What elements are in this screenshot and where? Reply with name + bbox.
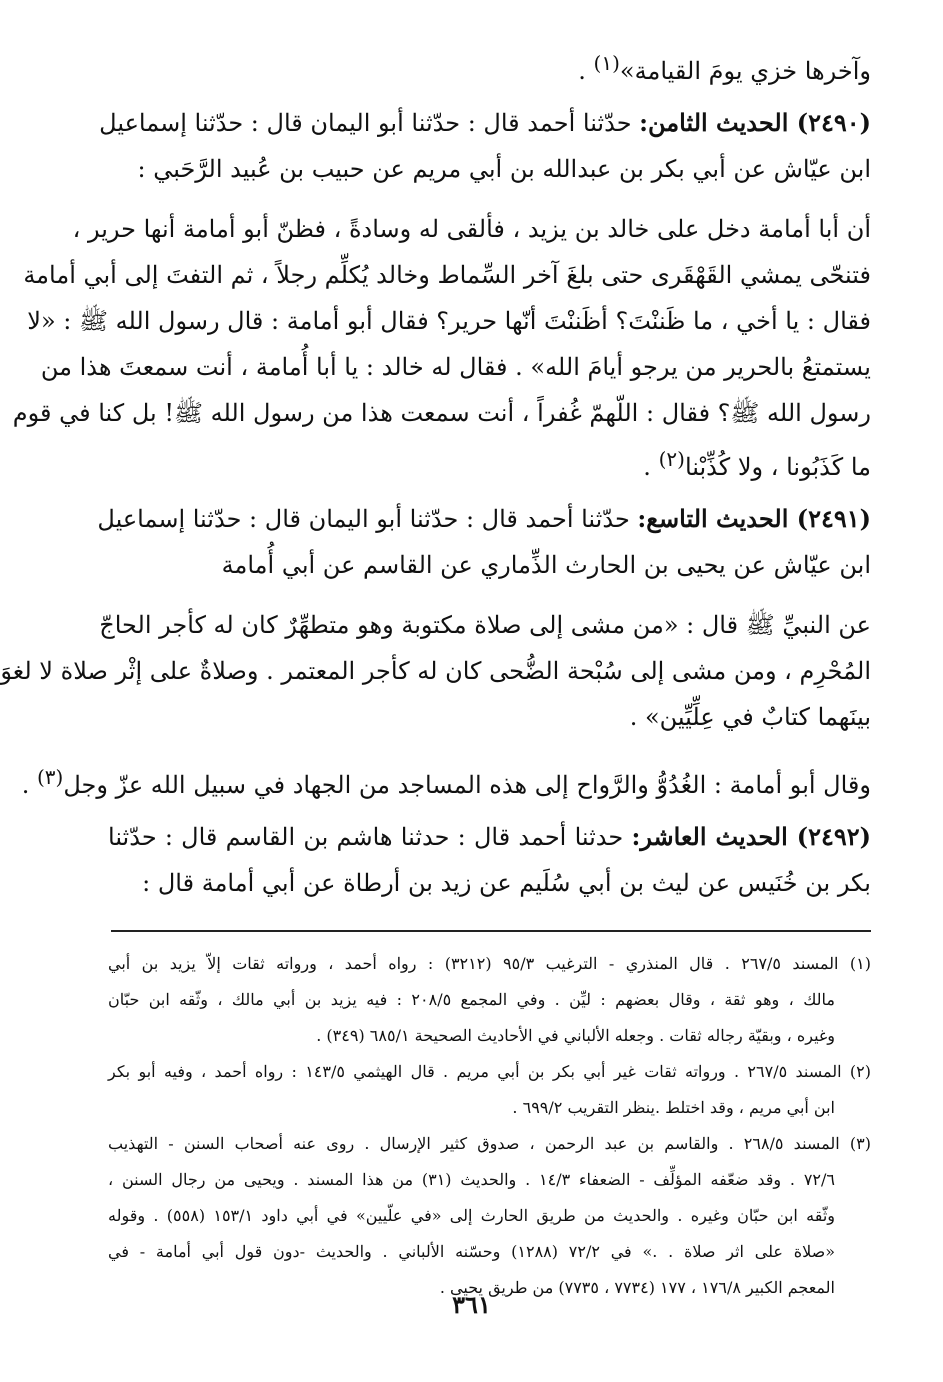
paragraph <box>108 814 871 906</box>
text-line: رسول الله ﷺ؟ فقال : اللّهمّ غُفراً ، أنت سمعت هذا من رسول الله ﷺ! بل كنا في قوم <box>12 399 871 427</box>
text-line: وآخرها خزي يومَ القيامة»$^{(١)}$ . <box>578 51 871 85</box>
paragraph <box>108 40 871 86</box>
text-line: ابن عيّاش عن أبي بكر بن عبدالله بن أبي مريم عن حبيب بن عُبيد الرَّحَبي : <box>137 155 871 183</box>
paragraph <box>0 602 871 740</box>
paragraph <box>99 100 871 192</box>
text-line: المُحْرِم ، ومن مشى إلى سُبْحة الضُّحى كان له كأجر المعتمر . وصلاةٌ على إثْر صلاة لا لغوَ <box>0 657 871 685</box>
main-text <box>0 40 872 906</box>
text-line: (٢٤٩١) الحديث التاسع: حدّثنا أحمد قال : حدّثنا أبو اليمان قال : حدّثنا إسماعيل <box>97 504 871 533</box>
footnote <box>108 1054 871 1126</box>
text-line: وقال أبو أمامة : الغُدُوُّ والرَّواح إلى هذه المساجد من الجهاد في سبيل الله عزّ وجل$^{(٣)}$ . <box>21 765 871 799</box>
text-line: عن النبيِّ ﷺ قال : «من مشى إلى صلاة مكتوبة وهو متطهِّرٌ كان له كأجر الحاجّ <box>99 611 871 639</box>
footnote-line: مالك ، وهو ثقة ، وقال بعضهم : ليِّن . وفي المجمع ٢٠٨/٥ : فيه يزيد بن أبي مالك ، وثّقه ابن حبّان <box>108 990 835 1009</box>
paragraph-gap <box>108 740 871 754</box>
footnote-line: المعجم الكبير ١٧٦/٨ ، ١٧٧ (٧٧٣٤ ، ٧٧٣٥) من طريق يحيى . <box>439 1278 835 1297</box>
footnote-line: وثّقه ابن حبّان وغيره . والحديث من طريق الحارث إلى «في علّيين» في أبي داود ١٥٣/١ (٥٥٨) . وقوله <box>108 1206 836 1225</box>
footnote-line: «صلاة على اثر صلاة . .» في ٧٢/٢ (١٢٨٨) وحسّنه الألباني . والحديث -دون قول أبي أمامة - في <box>108 1242 835 1261</box>
footnote-separator <box>111 930 871 932</box>
footnotes <box>108 946 871 1306</box>
footnote <box>108 1126 871 1306</box>
text-line: (٢٤٩٢) الحديث العاشر: حدثنا أحمد قال : حدثنا هاشم بن القاسم قال : حدّثنا <box>108 822 872 851</box>
text-line: يستمتعُ بالحرير من يرجو أيامَ الله» . فقال له خالد : يا أبا أُمامة ، أنت سمعتَ هذا من <box>40 353 871 381</box>
paragraph <box>21 754 871 800</box>
paragraph-gap <box>108 86 871 100</box>
footnote-line: (١) المسند ٢٦٧/٥ . قال المنذري - الترغيب ٩٥/٣ (٣٢١٢) : رواه أحمد ، ورواته ثقات إلاّ يزيد بن أبي <box>108 954 872 973</box>
footnote-line: (٢) المسند ٢٦٧/٥ . ورواته ثقات غير أبي بكر بن أبي مريم . قال الهيثمي ١٤٣/٥ : رواه أحمد ، وفيه أبو بكر <box>108 1062 872 1081</box>
text-line: بينَهما كتابٌ في عِلِّيِّين» . <box>629 703 871 731</box>
paragraph-gap <box>108 482 871 496</box>
text-line: ما كَذَبُونا ، ولا كُذِّبْنا$^{(٢)}$ . <box>643 447 871 481</box>
page-number: ٣٦١ <box>452 1290 491 1319</box>
paragraph-gap <box>108 192 871 206</box>
paragraph <box>12 206 871 482</box>
footnote-line: وغيره ، وبقيّة رجاله ثقات . وجعله الألباني في الأحاديث الصحيحة ٦٨٥/١ (٣٤٩) . <box>316 1026 835 1045</box>
text-line: فتنحّى يمشي القَهْقَرى حتى بلغَ آخر السِّماط وخالد يُكلِّم رجلاً ، ثم التفتَ إلى أبي أمامة <box>23 261 871 289</box>
footnote-line: (٣) المسند ٢٦٨/٥ . والقاسم بن عبد الرحمن ، صدوق كثير الإرسال . روى عنه أصحاب السنن - التهذيب <box>108 1134 872 1153</box>
text-line: أن أبا أمامة دخل على خالد بن يزيد ، فألقى له وسادةً ، فظنّ أبو أمامة أنها حرير ، <box>72 215 871 243</box>
footnote-line: ٧٢/٦ . وقد ضعّفه المؤلِّف - الضعفاء ١٤/٣ . والحديث (٣١) من هذا المسند . ويحيى من رجال السنن ، <box>108 1170 835 1189</box>
paragraph-gap <box>108 800 871 814</box>
text-line: فقال : يا أخي ، ما ظَننْتَ؟ أظَننْتَ أنّها حرير؟ فقال أبو أمامة : قال رسول الله ﷺ : «لا <box>27 307 871 335</box>
paragraph <box>97 496 871 588</box>
footnote-line: ابن أبي مريم ، وقد اختلط .ينظر التقريب ٦٩٩/٢ . <box>512 1098 835 1117</box>
text-line: (٢٤٩٠) الحديث الثامن: حدّثنا أحمد قال : حدّثنا أبو اليمان قال : حدّثنا إسماعيل <box>99 108 871 137</box>
footnote <box>108 946 871 1054</box>
paragraph-gap <box>108 588 871 602</box>
text-line: بكر بن خُنَيس عن ليث بن أبي سُلَيم عن زيد بن أرطاة عن أبي أمامة قال : <box>142 869 871 897</box>
text-line: ابن عيّاش عن يحيى بن الحارث الذِّماري عن القاسم عن أبي أُمامة <box>221 551 871 579</box>
